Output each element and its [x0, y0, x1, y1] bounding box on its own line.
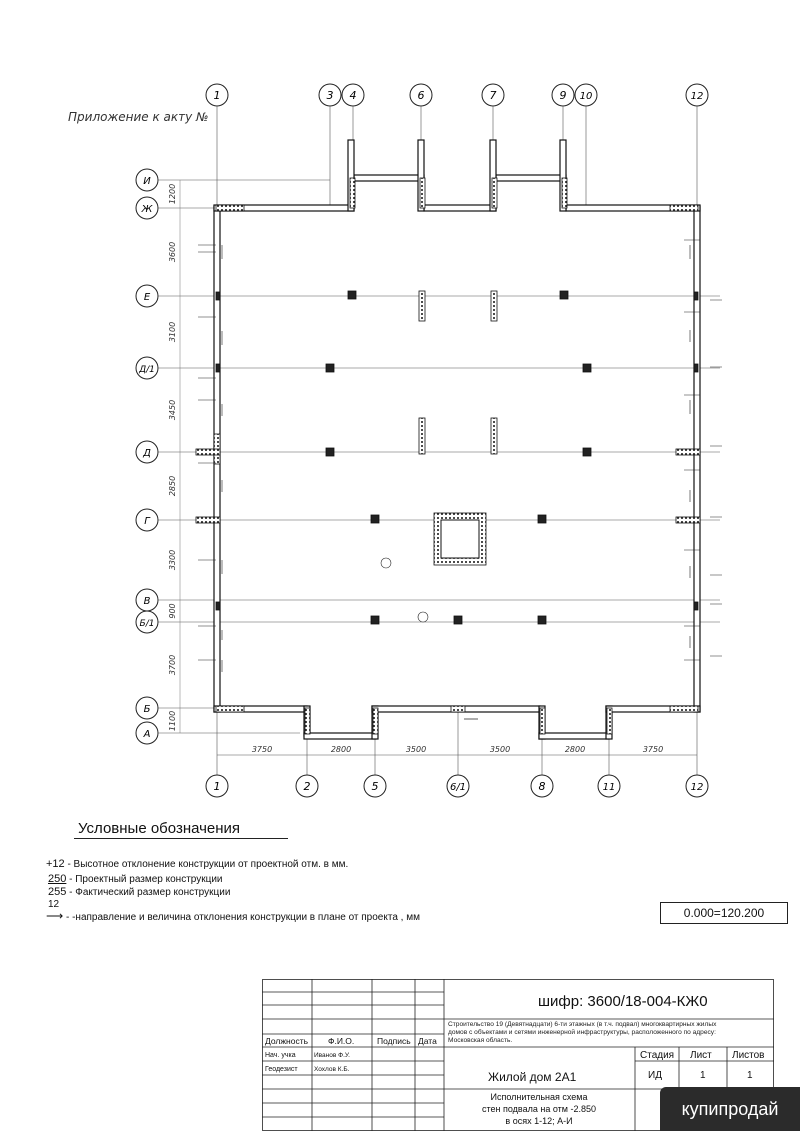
legend-direction-text: - -направление и величина отклонения конструкции в плане от проекта , мм: [65, 912, 420, 923]
stamp-project-line-2: домов с объектами и сетями инженерной инфраструктуры, расположенного по адресу:: [448, 1029, 716, 1036]
stamp-stage-label: Стадия: [640, 1050, 675, 1061]
svg-text:3750: 3750: [251, 745, 273, 754]
svg-text:2800: 2800: [330, 745, 352, 754]
axis-marker-top-4: [342, 84, 364, 140]
svg-text:3500: 3500: [405, 745, 427, 754]
legend-project-size-value: 250: [48, 873, 67, 885]
svg-text:3: 3: [326, 89, 334, 102]
svg-text:2: 2: [303, 780, 311, 793]
svg-text:Б: Б: [143, 704, 151, 715]
svg-text:2800: 2800: [564, 745, 586, 754]
legend-actual-size-row: [48, 886, 230, 898]
axis-marker-top-6: [410, 84, 432, 140]
axis-marker-left-И: [136, 169, 330, 191]
legend-title: Условные обозначения: [78, 820, 241, 837]
svg-text:900: 900: [168, 603, 177, 619]
axis-marker-top-12: [686, 84, 708, 205]
bottom-axis-markers: [206, 712, 708, 797]
axis-marker-left-В: [136, 589, 720, 611]
stamp-row1-name: Иванов Ф.У.: [314, 1052, 350, 1059]
axis-marker-left-Д: [136, 441, 720, 463]
stamp-doc-title-2: стен подвала на отм -2.850: [482, 1104, 596, 1114]
axis-marker-bottom-6-1: [447, 712, 469, 797]
svg-text:7: 7: [489, 89, 497, 102]
svg-text:12: 12: [690, 782, 704, 793]
axis-marker-bottom-12: [686, 712, 708, 797]
svg-text:3750: 3750: [642, 745, 664, 754]
svg-text:Д/1: Д/1: [139, 365, 155, 375]
stamp-sheets-label: Листов: [732, 1050, 765, 1061]
svg-text:3500: 3500: [489, 745, 511, 754]
svg-text:1200: 1200: [168, 183, 177, 205]
svg-text:Ж: Ж: [141, 204, 153, 215]
svg-text:3450: 3450: [168, 399, 177, 421]
stamp-project-line-1: Строительство 19 (Девятнадцати) 6-ти этажных (в т.ч. подвал) многоквартирных жилых: [448, 1021, 717, 1028]
top-axis-markers: [206, 84, 708, 205]
stamp-row2-name: Хохлов К.Б.: [314, 1066, 350, 1073]
stamp-sheet-label: Лист: [690, 1050, 712, 1061]
stamp-row1-position: Нач. учка: [265, 1052, 296, 1059]
svg-text:3600: 3600: [168, 241, 177, 263]
stamp-sheets-value: 1: [747, 1070, 753, 1081]
stamp-col-date: Дата: [418, 1036, 437, 1046]
elevator-shaft: [434, 513, 486, 565]
axis-marker-top-7: [482, 84, 504, 140]
section-marks: [381, 558, 428, 622]
svg-text:Д: Д: [143, 448, 151, 459]
svg-text:6/1: 6/1: [449, 782, 467, 793]
stamp-col-position: Должность: [265, 1036, 309, 1046]
legend-deviation-text: - Высотное отклонение конструкции от проектной отм. в мм.: [67, 859, 349, 870]
svg-text:Г: Г: [144, 516, 150, 527]
svg-text:Б/1: Б/1: [139, 619, 155, 629]
legend-actual-size-text: - Фактический размер конструкции: [69, 887, 231, 898]
axis-marker-top-10: [575, 84, 597, 205]
stamp-col-sign: Подпись: [377, 1036, 411, 1046]
svg-text:3700: 3700: [168, 654, 177, 676]
svg-text:Е: Е: [143, 292, 151, 303]
svg-text:3300: 3300: [168, 549, 177, 571]
legend-direction-row: [46, 909, 420, 923]
stamp-stage-value: ИД: [648, 1070, 662, 1081]
axis-marker-left-Г: [136, 509, 720, 531]
vertical-dimensions: [168, 180, 180, 733]
legend-project-size-row: [48, 873, 223, 885]
svg-text:2850: 2850: [168, 475, 177, 497]
legend-project-size-text: - Проектный размер конструкции: [69, 874, 223, 885]
stamp-sheet-value: 1: [700, 1070, 706, 1081]
elevation-box: 0.000=120.200: [660, 902, 788, 924]
left-axis-markers: [136, 169, 720, 744]
svg-text:9: 9: [559, 89, 567, 102]
axis-marker-top-9: [552, 84, 574, 140]
legend-deviation-row: [46, 858, 348, 870]
axis-marker-left-Е: [136, 285, 720, 307]
svg-text:6: 6: [417, 89, 425, 102]
watermark-badge: купипродай: [660, 1087, 800, 1131]
horizontal-dimensions: [217, 745, 697, 755]
stamp-row2-position: Геодезист: [265, 1066, 298, 1073]
svg-text:8: 8: [538, 780, 546, 793]
svg-text:1100: 1100: [168, 710, 177, 732]
legend-deviation-value: +12: [46, 858, 65, 870]
legend-title-underline: [74, 838, 288, 839]
axis-marker-left-Д1: [136, 357, 720, 379]
svg-text:А: А: [143, 729, 151, 740]
annex-title: Приложение к акту №: [68, 110, 209, 124]
building-walls: [214, 140, 700, 739]
svg-text:1: 1: [213, 780, 221, 793]
svg-text:5: 5: [371, 780, 379, 793]
arrow-right-icon: ⟶: [46, 909, 64, 923]
svg-text:10: 10: [579, 91, 593, 102]
svg-text:11: 11: [602, 782, 616, 793]
svg-text:И: И: [143, 176, 151, 187]
svg-text:1: 1: [213, 89, 221, 102]
stamp-col-name: Ф.И.О.: [328, 1036, 355, 1046]
stamp-building: Жилой дом 2А1: [488, 1070, 577, 1084]
stamp-doc-title-1: Исполнительная схема: [490, 1092, 588, 1102]
axis-marker-left-Б1: [136, 611, 720, 633]
stamp-project-line-3: Московская область.: [448, 1037, 513, 1044]
legend-direction-value: 12: [48, 899, 60, 910]
hatched-wall-pieces: [196, 178, 700, 734]
columns: [216, 291, 698, 624]
deviation-annotations: [198, 240, 722, 672]
axis-marker-left-А: [136, 722, 300, 744]
axis-marker-top-3: [319, 84, 341, 205]
stamp-doc-title-3: в осях 1-12; А-И: [505, 1116, 573, 1126]
svg-text:В: В: [143, 596, 151, 607]
svg-text:12: 12: [690, 91, 704, 102]
svg-text:3100: 3100: [168, 321, 177, 343]
legend-actual-size-value: 255: [48, 886, 67, 898]
axis-marker-top-1: [206, 84, 228, 205]
svg-text:4: 4: [349, 89, 357, 102]
axis-marker-bottom-1: [206, 712, 228, 797]
stamp-code: шифр: 3600/18-004-КЖ0: [538, 993, 708, 1010]
